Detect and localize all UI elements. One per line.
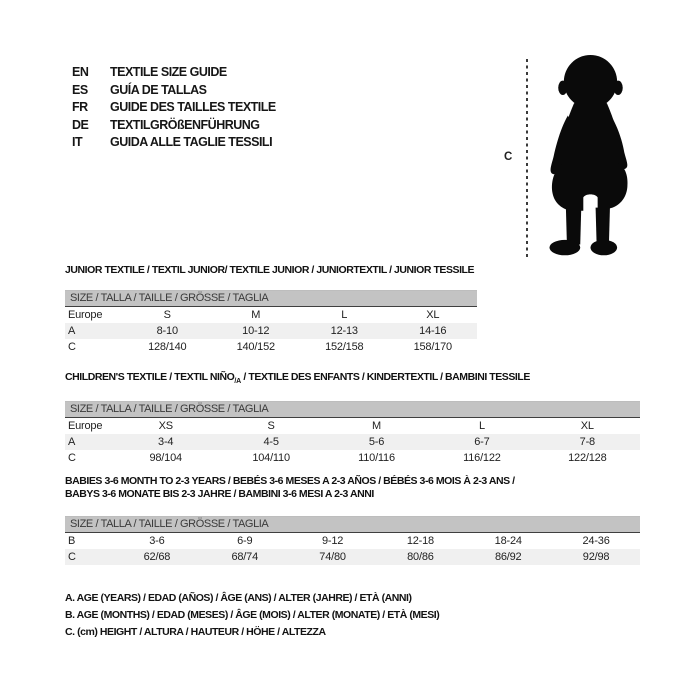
size-cell: L (478, 420, 485, 433)
baby-silhouette-icon (534, 54, 649, 264)
junior-title: JUNIOR TEXTILE / TEXTIL JUNIOR/ TEXTILE JUNIOR / JUNIORTEXTIL / JUNIOR TESSILE (65, 264, 475, 276)
language-code: FR (72, 100, 88, 115)
language-list (72, 64, 276, 152)
value-cell: 110/116 (358, 452, 395, 465)
value-cell: 80/86 (407, 551, 434, 563)
value-cell: 24-36 (582, 535, 610, 547)
height-figure (500, 53, 665, 267)
language-row-es (72, 82, 276, 100)
table-row (65, 434, 640, 450)
language-row-en (72, 64, 276, 82)
value-cell: 128/140 (148, 341, 187, 353)
height-marker-line (526, 59, 528, 257)
language-code: ES (72, 82, 88, 97)
language-row-it (72, 134, 276, 152)
value-cell: 8-10 (156, 325, 178, 337)
junior-section (65, 264, 477, 355)
size-header-bar: SIZE / TALLA / TAILLE / GRÖSSE / TAGLIA (65, 516, 640, 533)
size-header-bar: SIZE / TALLA / TAILLE / GRÖSSE / TAGLIA (65, 401, 640, 418)
language-code: DE (72, 117, 89, 132)
row-label: Europe (68, 309, 103, 321)
babies-title-line2: BABYS 3-6 MONATE BIS 2-3 JAHRE / BAMBINI 3-6 MESI A 2-3 ANNI (65, 488, 374, 500)
size-cell: L (341, 309, 348, 321)
row-label: A (68, 325, 76, 337)
table-row (65, 549, 640, 565)
note-c: C. (cm) HEIGHT / ALTURA / HAUTEUR / HÖHE / ALTEZZA (65, 626, 326, 638)
language-label: TEXTILGRÖßENFÜHRUNG (110, 117, 260, 132)
height-marker-label: C (504, 151, 513, 163)
value-cell: 7-8 (579, 436, 595, 449)
value-cell: 6-7 (474, 436, 490, 449)
value-cell: 4-5 (263, 436, 279, 449)
size-cell: XS (158, 420, 173, 433)
value-cell: 6-9 (237, 535, 253, 547)
size-cell: XL (426, 309, 440, 321)
size-cell: S (163, 309, 171, 321)
row-label: A (68, 436, 76, 449)
value-cell: 86/92 (494, 551, 522, 563)
row-label: C (68, 551, 76, 563)
value-cell: 74/80 (319, 551, 346, 563)
language-label: GUIDA ALLE TAGLIE TESSILI (110, 135, 273, 150)
note-b: B. AGE (MONTHS) / EDAD (MESES) / ÂGE (MOIS) / ALTER (MONATE) / ETÀ (MESI) (65, 609, 440, 621)
value-cell: 14-16 (419, 325, 447, 337)
value-cell: 3-4 (158, 436, 174, 449)
value-cell: 12-18 (406, 535, 434, 547)
value-cell: 158/170 (413, 341, 452, 353)
table-row (65, 450, 640, 466)
language-row-de (72, 117, 276, 135)
value-cell: 116/122 (463, 452, 501, 465)
value-cell: 12-13 (330, 325, 358, 337)
value-cell: 18-24 (494, 535, 522, 547)
note-a: A. AGE (YEARS) / EDAD (AÑOS) / ÂGE (ANS) / ALTER (JAHRE) / ETÀ (ANNI) (65, 592, 412, 604)
table-row (65, 533, 640, 549)
value-cell: 10-12 (242, 325, 270, 337)
language-label: GUÍA DE TALLAS (110, 82, 207, 97)
value-cell: 152/158 (325, 341, 364, 353)
babies-section (65, 475, 640, 565)
value-cell: 5-6 (368, 436, 385, 449)
babies-title-line1: BABIES 3-6 MONTH TO 2-3 YEARS / BEBÉS 3-6 MESES A 2-3 AÑOS / BÉBÉS 3-6 MOIS À 2-3 ANS / (65, 475, 515, 487)
value-cell: 62/68 (143, 551, 171, 563)
children-title: CHILDREN'S TEXTILE / TEXTIL $NIÑO_{/A}$ / TEXTILE DES ENFANTS / KINDERTEXTIL / BAMBINI TESSILE (65, 371, 530, 386)
size-header-bar: SIZE / TALLA / TAILLE / GRÖSSE / TAGLIA (65, 290, 477, 307)
language-row-fr (72, 99, 276, 117)
table-row (65, 339, 477, 355)
value-cell: 3-6 (149, 535, 165, 547)
value-cell: 104/110 (252, 452, 290, 465)
language-label: TEXTILE SIZE GUIDE (110, 65, 227, 79)
table-row (65, 323, 477, 339)
language-code: EN (72, 65, 89, 79)
size-cell: M (372, 420, 381, 433)
size-cell: S (267, 420, 275, 433)
row-label: C (68, 341, 76, 353)
value-cell: 122/128 (568, 452, 607, 465)
value-cell: 98/104 (149, 452, 182, 465)
value-cell: 68/74 (231, 551, 258, 563)
size-cell: M (251, 309, 261, 321)
legend-notes (65, 590, 439, 641)
value-cell: 140/152 (236, 341, 275, 353)
language-code: IT (72, 135, 83, 150)
value-cell: 9-12 (321, 535, 344, 547)
children-section (65, 371, 640, 466)
language-label: GUIDE DES TAILLES TEXTILE (110, 100, 276, 115)
row-label: C (68, 452, 76, 465)
size-cell: XL (580, 420, 594, 433)
table-row (65, 418, 640, 434)
row-label: Europe (68, 420, 103, 433)
row-label: B (68, 535, 76, 547)
value-cell: 92/98 (582, 551, 610, 563)
table-row (65, 307, 477, 323)
children-title-sub: /A (234, 378, 241, 386)
